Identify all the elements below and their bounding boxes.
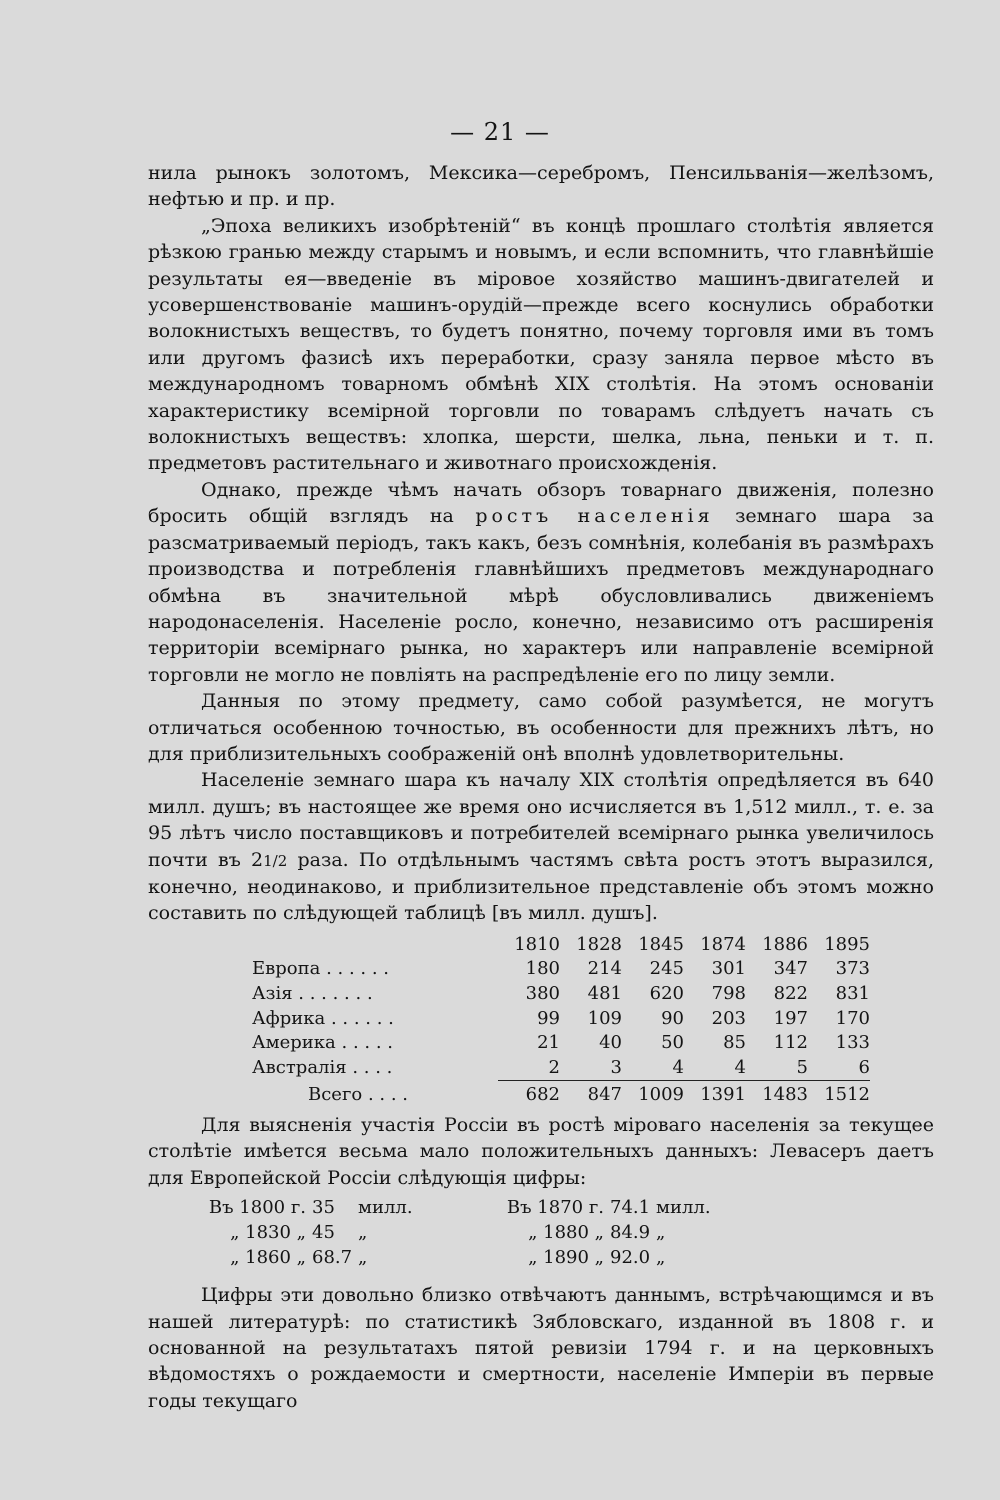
cell-value: 214 (587, 958, 622, 980)
paragraph-5 (148, 767, 934, 926)
total-value: 1009 (622, 1081, 684, 1108)
cell-value: 4 (734, 1056, 746, 1078)
table-row (252, 982, 870, 1007)
figure-year: „ 1860 „ (230, 1247, 306, 1269)
paragraph-5-part-a: Населеніе земнаго шара къ началу XIX столѣтія опредѣляется въ 640 милл. душъ; въ настоящее же время оно исчисляется въ 1,512 милл., т. е. за 95 лѣтъ число поставщиковъ и потребителей всемірнаго рынка увеличилось почти въ 2 (148, 769, 934, 871)
figure-row (148, 1195, 934, 1220)
cell-value: 21 (537, 1032, 560, 1054)
cell-value: 380 (525, 982, 560, 1004)
paragraph-6: Для выясненія участія Россіи въ ростѣ міроваго населенія за текущее столѣтіе имѣется весьма мало положительныхъ данныхъ: Левасеръ даетъ для Европейской Россіи слѣдующія цифры: (148, 1113, 934, 1189)
cell-value: 40 (599, 1032, 622, 1054)
emphasized-phrase: ростъ населенія (475, 505, 714, 528)
cell-value: 620 (649, 982, 684, 1004)
table-row (252, 957, 870, 982)
body-text (148, 160, 934, 1414)
cell-value: 301 (711, 958, 746, 980)
table-row (252, 1007, 870, 1032)
paragraph-4: Данныя по этому предмету, само собой разумѣется, не могутъ отличаться особенною точностью, въ особенности для прежнихъ лѣтъ, но для приблизительныхъ соображеній онѣ вполнѣ удовлетворительны. (148, 690, 934, 765)
row-label: Америка . . . . . (252, 1032, 394, 1054)
row-label: Европа . . . . . . (252, 958, 390, 980)
column-year: 1845 (638, 933, 684, 955)
figure-value: 84.9 (610, 1222, 651, 1244)
figure-unit: милл. (358, 1197, 413, 1219)
figure-year: Въ 1800 г. (208, 1197, 306, 1219)
cell-value: 831 (835, 982, 870, 1004)
figure-year: Въ 1870 г. (506, 1197, 604, 1219)
row-label: Австралія . . . . (252, 1057, 393, 1078)
cell-value: 85 (723, 1032, 746, 1054)
column-year: 1828 (576, 933, 622, 955)
cell-value: 6 (858, 1056, 870, 1078)
figure-year: „ 1830 „ (230, 1222, 306, 1244)
figure-unit: „ (358, 1247, 368, 1269)
row-label: Азія . . . . . . . (252, 982, 373, 1004)
cell-value: 50 (661, 1032, 684, 1054)
cell-value: 481 (587, 982, 622, 1004)
cell-value: 133 (835, 1032, 870, 1054)
cell-value: 245 (649, 958, 684, 980)
table-total-row (252, 1081, 870, 1108)
page-number: — 21 — (450, 118, 550, 146)
figure-value: 35 (312, 1197, 335, 1219)
cell-value: 5 (796, 1056, 808, 1078)
figure-year: „ 1880 „ (528, 1222, 604, 1244)
figure-row (148, 1220, 934, 1245)
column-year: 1886 (762, 933, 808, 955)
cell-value: 203 (711, 1007, 746, 1029)
figure-unit: „ (656, 1222, 666, 1244)
paragraph-1: нила рынокъ золотомъ, Мексика—серебромъ, Пенсильванія—желѣзомъ, нефтью и пр. и пр. (148, 162, 934, 211)
total-value: 1483 (746, 1081, 808, 1108)
paragraph-3-part-b: земнаго шара за разсматриваемый періодъ, такъ какъ, безъ сомнѣнія, колебанія въ размѣрахъ производства и потребленія главнѣйшихъ предметовъ международнаго обмѣна въ значительной мѣрѣ обусловливались движеніемъ народонаселенія. Населеніе росло, конечно, независимо отъ расширенія территоріи всемірнаго рынка, но характеръ или направленіе всемірной торговли не могло не повліять на распредѣленіе его по лицу земли. (148, 505, 934, 686)
figure-unit: „ (358, 1222, 368, 1244)
cell-value: 347 (773, 958, 808, 980)
cell-value: 109 (587, 1007, 622, 1029)
population-table (252, 933, 870, 1108)
table-row (252, 1031, 870, 1056)
total-value: 1512 (808, 1081, 870, 1108)
column-year: 1874 (700, 933, 746, 955)
figure-row (148, 1245, 934, 1270)
figure-year: „ 1890 „ (528, 1247, 604, 1269)
cell-value: 798 (711, 982, 746, 1004)
cell-value: 112 (773, 1032, 808, 1054)
column-year: 1895 (824, 933, 870, 955)
figure-unit: „ (656, 1247, 666, 1269)
cell-value: 170 (835, 1007, 870, 1029)
cell-value: 180 (525, 958, 560, 980)
paragraph-7: Цифры эти довольно близко отвѣчаютъ даннымъ, встрѣчающимся и въ нашей литературѣ: по статистикѣ Зябловскаго, изданной въ 1808 г. и основанной на результатахъ пятой ревизіи 1794 г. и на церковныхъ вѣдомостяхъ о рождаемости и смертности, населеніе Имперіи въ первые годы текущаго (148, 1284, 934, 1412)
table-row (252, 1056, 870, 1081)
header-blank (252, 933, 498, 958)
cell-value: 4 (672, 1056, 684, 1078)
paragraph-2: „Эпоха великихъ изобрѣтеній“ въ концѣ прошлаго столѣтія является рѣзкою гранью между старымъ и новымъ, и если вспомнить, что главнѣйшіе результаты ея—введеніе въ міровое хозяйство машинъ-двигателей и усовершенствованіе машинъ-орудій—прежде всего коснулись обработки волокнистыхъ веществъ, то будетъ понятно, почему торговля ими въ томъ или другомъ фазисѣ ихъ переработки, сразу заняла первое мѣсто въ международномъ товарномъ обмѣнѣ XIX столѣтія. На этомъ основаніи характеристику всемірной торговли по товарамъ слѣдуетъ начать съ волокнистыхъ веществъ: хлопка, шерсти, шелка, льна, пеньки и т. п. предметовъ растительнаго и животнаго происхожденія. (148, 214, 934, 475)
cell-value: 197 (773, 1007, 808, 1029)
figure-value: 68.7 (312, 1247, 353, 1269)
row-label: Африка . . . . . . (252, 1007, 394, 1029)
total-label: Всего . . . . (308, 1084, 409, 1106)
cell-value: 2 (548, 1056, 560, 1078)
cell-value: 99 (537, 1007, 560, 1029)
table-header-row (252, 933, 870, 958)
paragraph-5-part-b: раза. По отдѣльнымъ частямъ свѣта ростъ этотъ выразился, конечно, неодинаково, и приблизительное представленіе объ этомъ можно составить по слѣдующей таблицѣ [въ милл. душъ]. (148, 848, 934, 925)
total-value: 682 (498, 1081, 560, 1108)
paragraph-3 (148, 477, 934, 688)
figure-value: 92.0 (610, 1247, 651, 1269)
cell-value: 90 (661, 1007, 684, 1029)
cell-value: 373 (835, 958, 870, 980)
fraction-half: 1/2 (263, 851, 288, 870)
cell-value: 3 (610, 1056, 622, 1078)
column-year: 1810 (514, 933, 560, 955)
cell-value: 822 (773, 982, 808, 1004)
figure-unit: милл. (656, 1197, 711, 1219)
russia-figures (148, 1195, 934, 1270)
total-value: 1391 (684, 1081, 746, 1108)
paragraph-3-part-a: Однако, прежде чѣмъ начать обзоръ товарнаго движенія, полезно бросить общій взглядъ на (148, 478, 934, 528)
total-value: 847 (560, 1081, 622, 1108)
figure-value: 45 (312, 1222, 335, 1244)
figure-value: 74.1 (610, 1197, 651, 1219)
